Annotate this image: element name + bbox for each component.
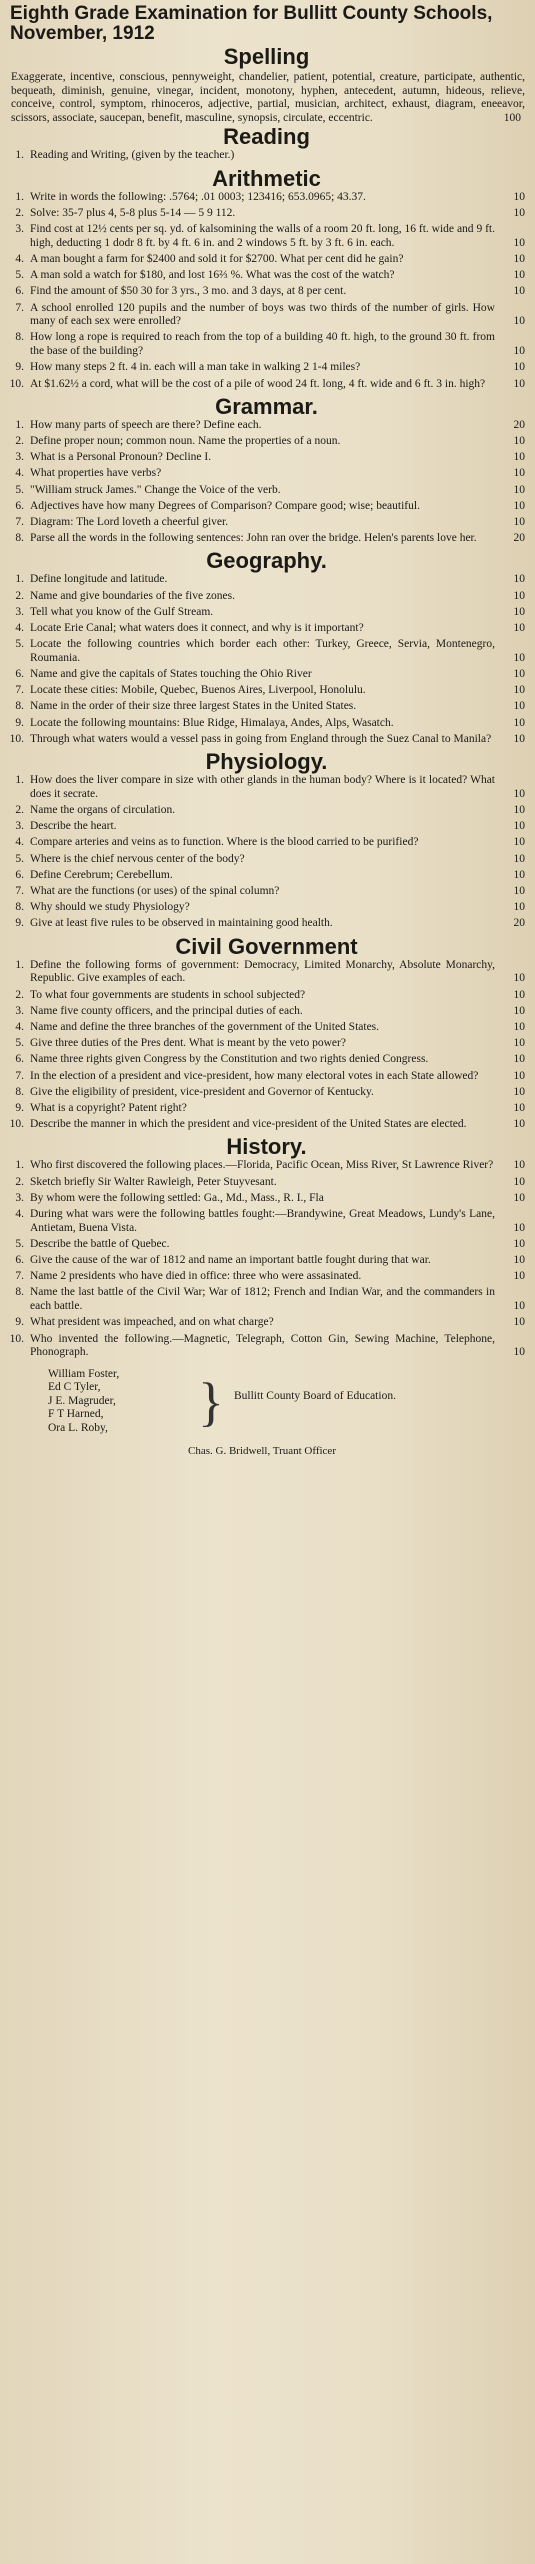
civil-question [8,959,525,986]
question-number: 5. [15,269,24,282]
physiology-question [8,869,525,883]
arithmetic-question [8,331,525,358]
question-points: 10 [513,1020,525,1033]
question-points: 10 [513,1004,525,1017]
reading-questions [8,149,525,163]
question-number: 3. [15,820,24,833]
question-points: 10 [513,684,525,697]
question-text: Where is the chief nervous center of the body? [30,852,245,865]
question-text: Reading and Writing, (given by the teacher.) [30,149,235,162]
question-points: 10 [513,589,525,602]
question-text: To what four governments are students in school subjected? [30,988,306,1001]
question-number: 9. [15,1101,24,1114]
question-number: 7. [15,301,24,314]
grammar-question [8,451,525,465]
section-heading-spelling: Spelling [223,44,310,69]
question-text: "William struck James." Change the Voice of the verb. [30,483,281,496]
geography-question [8,717,525,731]
history-question [8,1176,525,1190]
question-number: 7. [15,1270,24,1283]
question-text: Define longitude and latitude. [30,573,168,586]
section-heading-reading: Reading [223,124,310,150]
question-text: Locate these cities: Mobile, Quebec, Buenos Aires, Liverpool, Honolulu. [30,684,366,697]
question-text: Name the organs of circulation. [30,803,176,816]
signature-block [8,1368,525,1436]
question-number: 3. [15,1191,24,1204]
geography-question [8,590,525,604]
question-number: 1. [15,774,24,787]
section-heading-physiology: Physiology. [205,749,328,775]
question-points: 10 [513,451,525,464]
physiology-question [8,901,525,915]
question-points: 10 [513,206,525,219]
question-text: How does the liver compare in size with other glands in the human body? Where is it located? What does it secrate. [30,774,495,800]
spelling-points: 100 [503,112,521,125]
geography-question [8,573,525,587]
question-points: 20 [513,532,525,545]
question-number: 8. [15,901,24,914]
geography-question [8,622,525,636]
question-number: 6. [15,668,24,681]
geography-question [8,733,525,747]
question-text: What is a copyright? Patent right? [30,1101,187,1114]
question-text: Tell what you know of the Gulf Stream. [30,605,214,618]
signatory-name: J E. Magruder, [48,1394,116,1407]
question-points: 20 [513,917,525,930]
question-text: What properties have verbs? [30,467,162,480]
question-points: 10 [513,573,525,586]
question-number: 6. [15,285,24,298]
question-number: 4. [15,467,24,480]
question-number: 5. [15,1237,24,1250]
question-number: 3. [15,1004,24,1017]
question-text: Locate Erie Canal; what waters does it connect, and why is it important? [30,621,364,634]
question-points: 10 [513,467,525,480]
civil-question [8,1070,525,1084]
question-points: 10 [513,1175,525,1188]
question-points: 10 [513,377,525,390]
question-text: What are the functions (or uses) of the spinal column? [30,885,280,897]
question-text: Describe the battle of Quebec. [30,1237,170,1250]
question-points: 10 [513,361,525,374]
grammar-questions [8,419,525,546]
question-points: 10 [513,236,525,249]
question-number: 5. [15,638,24,651]
question-points: 10 [513,515,525,528]
history-question [8,1192,525,1206]
reading-question [8,149,525,163]
section-heading-civil-government: Civil Government [175,933,358,959]
geography-question [8,700,525,714]
question-points: 10 [513,972,525,985]
question-number: 2. [15,1175,24,1188]
physiology-question [8,836,525,850]
question-points: 10 [513,1237,525,1250]
question-points: 10 [513,190,525,203]
physiology-question [8,917,525,931]
question-text: Find cost at 12½ cents per sq. yd. of kalsomining the walls of a room 20 ft. long, 16 ft. wide and 9 ft. high, deducting 1 dodr 8 ft. by 4 ft. 6 in. and 2 windows 5 ft. by 3 ft. 6 in. each. [30,222,495,249]
question-points: 10 [513,988,525,1001]
question-number: 5. [15,483,24,496]
question-number: 1. [15,1159,24,1172]
question-text: Name five county officers, and the principal duties of each. [30,1004,303,1017]
question-number: 9. [15,917,24,930]
section-heading-history: History. [226,1134,307,1160]
arithmetic-question [8,378,525,392]
arithmetic-question [8,223,525,250]
question-points: 10 [513,621,525,634]
question-number: 10. [9,377,24,390]
civil-question [8,1021,525,1035]
question-number: 3. [15,451,24,464]
question-text: During what wars were the following battles fought:—Brandywine, Great Meadows, Lundy's Lane, Antietam, Buena Vista. [30,1207,495,1234]
signatory-name: Ed C Tyler, [48,1381,101,1394]
history-question [8,1270,525,1284]
civil-question [8,1005,525,1019]
question-number: 2. [15,434,24,447]
question-number: 6. [15,868,24,881]
civil-question [8,1118,525,1132]
question-points: 10 [513,1118,525,1131]
question-points: 10 [513,1346,525,1359]
question-number: 2. [15,589,24,602]
question-text: Sketch briefly Sir Walter Rawleigh, Peter Stuyvesant. [30,1175,277,1188]
history-question [8,1286,525,1313]
arithmetic-question [8,361,525,375]
question-text: A school enrolled 120 pupils and the number of boys was two thirds of the number of girls. How many of each sex were enrolled? [30,301,495,328]
question-points: 10 [513,1053,525,1066]
question-points: 10 [513,787,525,800]
question-number: 10. [9,1332,24,1345]
section-heading-geography: Geography. [206,548,327,574]
question-text: Name 2 presidents who have died in office: three who were assasinated. [30,1270,362,1283]
question-text: Give the eligibility of president, vice-president and Governor of Kentucky. [30,1085,374,1098]
question-number: 8. [15,331,24,344]
question-text: Solve: 35-7 plus 4, 5-8 plus 5-14 — 5 9 112. [30,206,236,219]
question-text: Define the following forms of government: Democracy, Limited Monarchy, Absolute Monarchy, Republic. Give examples of each. [30,958,495,985]
grammar-question [8,484,525,498]
question-number: 10. [9,732,24,745]
civil-question [8,1053,525,1067]
signatory-names [8,1368,198,1436]
question-number: 8. [15,1085,24,1098]
question-points: 10 [513,716,525,729]
question-text: Name the last battle of the Civil War; War of 1812; French and Indian War, and the commanders in each battle. [30,1286,495,1313]
question-text: A man sold a watch for $180, and lost 16⅔ %. What was the cost of the watch? [30,269,395,282]
grammar-question [8,435,525,449]
question-number: 2. [15,206,24,219]
question-text: What is a Personal Pronoun? Decline I. [30,451,212,464]
question-text: Why should we study Physiology? [30,901,190,914]
question-text: In the election of a president and vice-president, how many electoral votes in each State allowed? [30,1069,479,1082]
question-number: 4. [15,1207,24,1220]
question-number: 1. [15,573,24,586]
question-points: 10 [513,901,525,914]
question-points: 10 [513,651,525,664]
question-text: Give three duties of the Pres dent. What is meant by the veto power? [30,1037,346,1050]
question-number: 5. [15,852,24,865]
question-number: 4. [15,621,24,634]
question-points: 10 [513,1069,525,1082]
question-number: 8. [15,700,24,713]
question-points: 10 [513,885,525,897]
question-points: 10 [513,1254,525,1267]
civil-question [8,1086,525,1100]
history-question [8,1254,525,1268]
question-text: Diagram: The Lord loveth a cheerful giver. [30,515,229,528]
question-number: 8. [15,532,24,545]
question-text: Name three rights given Congress by the Constitution and two rights denied Congress. [30,1053,429,1066]
question-number: 1. [15,418,24,431]
section-heading-arithmetic: Arithmetic [212,165,321,191]
question-points: 10 [513,345,525,358]
question-number: 4. [15,252,24,265]
question-points: 10 [513,1101,525,1114]
question-points: 10 [513,1221,525,1234]
arithmetic-questions [8,191,525,392]
physiology-question [8,853,525,867]
question-text: Compare arteries and veins as to function. Where is the blood carried to be purified? [30,836,419,849]
question-points: 10 [513,852,525,865]
arithmetic-question [8,253,525,267]
question-text: Locate the following mountains: Blue Ridge, Himalaya, Andes, Alps, Wasatch. [30,716,394,729]
question-text: Describe the manner in which the president and vice-president of the United States are elected. [30,1118,467,1131]
question-number: 1. [15,190,24,203]
question-number: 9. [15,361,24,374]
question-points: 10 [513,1270,525,1283]
question-text: Describe the heart. [30,820,117,833]
question-points: 10 [513,868,525,881]
question-text: Name and define the three branches of the government of the United States. [30,1020,380,1033]
geography-question [8,606,525,620]
arithmetic-question [8,191,525,205]
physiology-question [8,774,525,801]
history-question [8,1238,525,1252]
question-number: 7. [15,1069,24,1082]
question-text: How many parts of speech are there? Define each. [30,418,262,431]
question-text: Through what waters would a vessel pass in going from England through the Suez Canal to Manila? [30,732,492,745]
question-number: 3. [15,222,24,235]
question-text: Who invented the following.—Magnetic, Telegraph, Cotton Gin, Sewing Machine, Telephone, Phonograph. [30,1332,495,1359]
question-number: 4. [15,836,24,849]
arithmetic-question [8,285,525,299]
geography-question [8,684,525,698]
grammar-question [8,419,525,433]
question-text: Name and give boundaries of the five zones. [30,589,236,602]
history-question [8,1208,525,1235]
question-number: 9. [15,716,24,729]
civil-question [8,1037,525,1051]
question-number: 4. [15,1020,24,1033]
civil-question [8,989,525,1003]
question-text: How many steps 2 ft. 4 in. each will a man take in walking 2 1-4 miles? [30,361,361,374]
question-points: 10 [513,1316,525,1329]
geography-question [8,638,525,665]
physiology-question [8,885,525,899]
exam-title: Eighth Grade Examination for Bullitt County Schools, November, 1912 [10,3,493,44]
question-text: Parse all the words in the following sentences: John ran over the bridge. Helen's parents love her. [30,532,477,545]
question-points: 10 [513,820,525,833]
question-text: Give the cause of the war of 1812 and name an important battle fought during that war. [30,1254,431,1267]
physiology-question [8,804,525,818]
question-number: 2. [15,988,24,1001]
question-points: 10 [513,668,525,681]
physiology-question [8,820,525,834]
history-question [8,1316,525,1330]
question-text: Write in words the following: .5764; .01 0003; 123416; 653.0965; 43.37. [30,190,366,203]
signatory-name: Ora L. Roby, [48,1421,108,1434]
question-number: 10. [9,1118,24,1131]
question-text: Define proper noun; common noun. Name the properties of a noun. [30,434,341,447]
question-number: 5. [15,1037,24,1050]
question-points: 10 [513,803,525,816]
civil-question [8,1102,525,1116]
grammar-question [8,500,525,514]
question-points: 10 [513,1191,525,1204]
question-text: What president was impeached, and on what charge? [30,1316,274,1329]
physiology-questions [8,774,525,931]
question-number: 7. [15,684,24,697]
truant-officer-label: Chas. G. Bridwell, Truant Officer [188,1445,336,1458]
question-number: 2. [15,803,24,816]
question-points: 10 [513,836,525,849]
signatory-name: F T Harned, [48,1408,104,1421]
question-points: 10 [513,700,525,713]
arithmetic-question [8,207,525,221]
section-heading-grammar: Grammar. [215,393,318,419]
question-number: 3. [15,605,24,618]
question-points: 10 [513,1037,525,1050]
question-text: A man bought a farm for $2400 and sold it for $2700. What per cent did he gain? [30,252,404,265]
board-of-education-label: Bullitt County Board of Education. [234,1389,396,1402]
question-points: 10 [513,483,525,496]
history-question [8,1333,525,1360]
question-points: 10 [513,434,525,447]
geography-question [8,668,525,682]
question-points: 10 [513,252,525,265]
question-number: 9. [15,1316,24,1329]
question-text: By whom were the following settled: Ga., Md., Mass., R. I., Fla [30,1191,324,1204]
question-text: Define Cerebrum; Cerebellum. [30,868,173,881]
brace-glyph: } [198,1371,224,1432]
question-text: Give at least five rules to be observed in maintaining good health. [30,917,333,930]
question-points: 10 [513,499,525,512]
arithmetic-question [8,302,525,329]
question-number: 1. [15,149,24,162]
question-number: 7. [15,885,24,897]
history-question [8,1159,525,1173]
question-text: Name in the order of their size three largest States in the United States. [30,700,357,713]
question-text: Locate the following countries which border each other: Turkey, Greece, Servia, Montenegro, Roumania. [30,638,495,664]
question-points: 10 [513,1159,525,1172]
question-points: 10 [513,605,525,618]
question-number: 7. [15,515,24,528]
question-number: 8. [15,1286,24,1299]
question-points: 10 [513,732,525,745]
question-text: How long a rope is required to reach from the top of a building 40 ft. high, to the ground 30 ft. from the base of the building? [30,331,495,358]
arithmetic-question [8,269,525,283]
question-text: Adjectives have how many Degrees of Comparison? Compare good; wise; beautiful. [30,499,420,512]
question-text: Name and give the capitals of States touching the Ohio River [30,668,312,681]
question-points: 10 [513,285,525,298]
grammar-question [8,532,525,546]
grammar-question [8,516,525,530]
question-points: 10 [513,1300,525,1313]
question-points: 10 [513,1085,525,1098]
question-number: 1. [15,958,24,971]
spelling-word-list: Exaggerate, incentive, conscious, pennyweight, chandelier, patient, potential, creature, participate, authentic, bequeath, diminish, genuine, vinegar, incident, monotony, hyphen, antecedent, autumn, hideous, relieve, conceive, control, symptom, rhinoceros, adjective, partial, musician, architect, exhaust, diagram, eneeavor, scissors, associate, saucepan, benefit, masculine, synopsis, circulate, eccentric. [11,71,525,124]
question-text: Find the amount of $50 30 for 3 yrs., 3 mo. and 3 days, at 8 per cent. [30,285,347,298]
geography-questions [8,573,525,746]
question-points: 20 [513,418,525,431]
question-text: At $1.62½ a cord, what will be the cost of a pile of wood 24 ft. long, 4 ft. wide and 6 ft. 3 in. high? [30,377,486,390]
history-questions [8,1159,525,1360]
question-points: 10 [513,315,525,328]
signatory-name: William Foster, [48,1367,120,1380]
question-number: 6. [15,1254,24,1267]
question-number: 6. [15,499,24,512]
question-number: 6. [15,1053,24,1066]
question-text: Who first discovered the following places.—Florida, Pacific Ocean, Miss River, St Lawrence River? [30,1159,494,1172]
question-points: 10 [513,269,525,282]
civil-government-questions [8,959,525,1132]
grammar-question [8,467,525,481]
